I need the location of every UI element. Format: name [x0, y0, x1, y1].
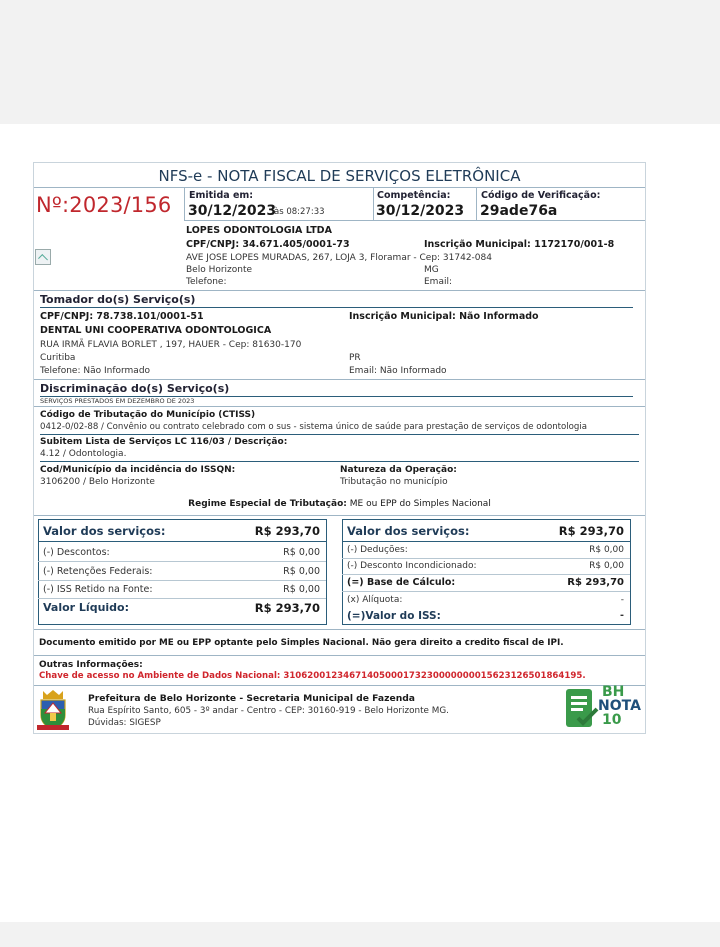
regime-label: Regime Especial de Tributação: [188, 499, 347, 509]
prestador-inscricao: Inscrição Municipal: 1172170/001-8 [424, 239, 615, 250]
divider [342, 574, 630, 575]
descontos-label: (-) Descontos: [43, 547, 110, 558]
divider [476, 188, 477, 220]
divider [38, 580, 326, 581]
section-underline [40, 461, 639, 462]
emitida-date: 30/12/2023 [188, 203, 277, 219]
bh-nota-10-logo [564, 686, 644, 732]
document-check-icon [564, 686, 600, 732]
desconto-incond-label: (-) Desconto Incondicionado: [347, 561, 477, 571]
subitem-label: Subitem Lista de Serviços LC 116/03 / Descrição: [40, 437, 288, 447]
belo-horizonte-coat-of-arms [37, 689, 69, 731]
divider [342, 541, 630, 542]
divider [38, 541, 326, 542]
valor-servicos-right: R$ 293,70 [558, 524, 624, 538]
bottom-band [0, 922, 720, 947]
valor-iss-label: (=)Valor do ISS: [347, 610, 441, 622]
retencoes: R$ 0,00 [283, 566, 320, 577]
nfse-document [33, 162, 646, 734]
ctiss-valor: 0412-0/02-88 / Convênio ou contrato celebrado com o sus - sistema único de saúde para prestação de serviços de odontologia [40, 422, 588, 432]
divider [38, 598, 326, 599]
valor-iss: - [620, 610, 624, 621]
valor-servicos-label: Valor dos serviços: [43, 524, 166, 538]
divider [342, 591, 630, 592]
section-underline [40, 307, 633, 308]
prestador-nome: LOPES ODONTOLOGIA LTDA [186, 225, 332, 236]
invoice-number: Nº:2023/156 [36, 193, 172, 217]
competencia-label: Competência: [377, 190, 451, 201]
divider [184, 188, 185, 220]
codigo-verificacao: 29ade76a [480, 203, 558, 219]
tomador-email: Email: Não Informado [349, 366, 447, 376]
outras-informacoes-label: Outras Informações: [39, 660, 143, 670]
emitida-time: às 08:27:33 [274, 207, 325, 217]
divider [342, 558, 630, 559]
top-band [0, 0, 720, 124]
valor-servicos-right-label: Valor dos serviços: [347, 524, 470, 538]
logo-bh-text: BH [602, 684, 625, 700]
tomador-nome: DENTAL UNI COOPERATIVA ODONTOLOGICA [40, 325, 272, 336]
cod-municipio-label: Cod/Município da incidência do ISSQN: [40, 465, 236, 475]
tomador-inscricao: Inscrição Municipal: Não Informado [349, 311, 539, 322]
prefeitura-endereco: Rua Espírito Santo, 605 - 3º andar - Centro - CEP: 30160-919 - Belo Horizonte MG. [88, 706, 449, 716]
codigo-label: Código de Verificação: [481, 190, 601, 201]
prefeitura-duvidas: Dúvidas: SIGESP [88, 718, 161, 728]
divider [184, 220, 645, 221]
deducoes: R$ 0,00 [589, 545, 624, 555]
cod-municipio-valor: 3106200 / Belo Horizonte [40, 477, 155, 487]
chave-acesso: Chave de acesso no Ambiente de Dados Nacional: 31062001234671405000173230000000015623126501864195. [39, 671, 586, 681]
tomador-cnpj: CPF/CNPJ: 78.738.101/0001-51 [40, 311, 204, 322]
document-title: NFS-e - NOTA FISCAL DE SERVIÇOS ELETRÔNICA [158, 167, 521, 185]
retencoes-label: (-) Retenções Federais: [43, 566, 153, 577]
competencia-date: 30/12/2023 [376, 203, 465, 219]
tomador-cidade: Curitiba [40, 353, 76, 363]
tomador-endereco: RUA IRMÃ FLAVIA BORLET , 197, HAUER - Cep: 81630-170 [40, 340, 302, 350]
base-calculo: R$ 293,70 [567, 577, 624, 588]
aliquota: - [620, 595, 624, 605]
prestador-cnpj: CPF/CNPJ: 34.671.405/0001-73 [186, 239, 350, 250]
tomador-telefone: Telefone: Não Informado [40, 366, 151, 376]
divider [34, 629, 645, 630]
natureza-label: Natureza da Operação: [340, 465, 457, 475]
divider [34, 515, 645, 516]
regime-valor: ME ou EPP do Simples Nacional [349, 499, 491, 509]
logo-10-text: 10 [602, 712, 622, 728]
valor-servicos: R$ 293,70 [254, 524, 320, 538]
divider [34, 187, 645, 188]
ctiss-label: Código de Tributação do Município (CTISS) [40, 410, 256, 420]
prestador-endereco: AVE JOSE LOPES MURADAS, 267, LOJA 3, Floramar - Cep: 31742-084 [186, 253, 492, 263]
iss-retido: R$ 0,00 [283, 584, 320, 595]
prefeitura-nome: Prefeitura de Belo Horizonte - Secretaria Municipal de Fazenda [88, 693, 416, 704]
tomador-section-title: Tomador do(s) Serviço(s) [40, 293, 196, 306]
valor-liquido: R$ 293,70 [254, 601, 320, 615]
emitida-label: Emitida em: [189, 190, 254, 201]
discriminacao-texto: SERVIÇOS PRESTADOS EM DEZEMBRO DE 2023 [40, 397, 195, 405]
regime-especial [34, 499, 645, 509]
section-underline [40, 434, 639, 435]
broken-image-icon [35, 249, 51, 265]
subitem-valor: 4.12 / Odontologia. [40, 449, 127, 459]
divider [34, 290, 645, 291]
divider [34, 379, 645, 380]
natureza-valor: Tributação no município [340, 477, 448, 487]
logo-nota-text: NOTA [598, 698, 641, 714]
prestador-cidade: Belo Horizonte [186, 265, 253, 275]
simples-nacional-note: Documento emitido por ME ou EPP optante pelo Simples Nacional. Não gera direito a credito fiscal de IPI. [39, 638, 564, 648]
descontos: R$ 0,00 [283, 547, 320, 558]
base-calculo-label: (=) Base de Cálculo: [347, 577, 456, 588]
aliquota-label: (x) Alíquota: [347, 595, 403, 605]
divider [38, 561, 326, 562]
divider [34, 655, 645, 656]
divider [34, 685, 645, 686]
prestador-telefone: Telefone: [186, 277, 227, 287]
discriminacao-section-title: Discriminação do(s) Serviço(s) [40, 382, 230, 395]
prestador-uf: MG [424, 265, 439, 275]
iss-retido-label: (-) ISS Retido na Fonte: [43, 584, 153, 595]
desconto-incond: R$ 0,00 [589, 561, 624, 571]
divider [373, 188, 374, 220]
valor-liquido-label: Valor Líquido: [43, 601, 130, 614]
divider [34, 406, 645, 407]
deducoes-label: (-) Deduções: [347, 545, 408, 555]
prestador-email: Email: [424, 277, 453, 287]
tomador-uf: PR [349, 353, 361, 363]
